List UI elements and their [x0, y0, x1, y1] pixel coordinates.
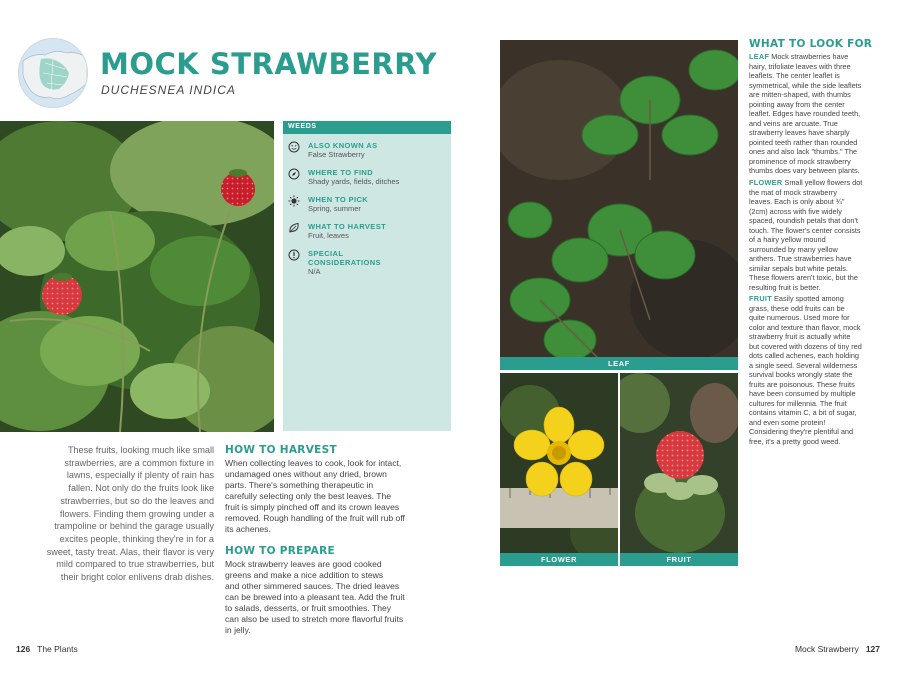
text-line: symmetrical, while the side leaflets	[749, 80, 862, 90]
compass-icon	[288, 168, 300, 180]
text-line: leaflet. Edges have rounded teeth,	[749, 109, 861, 118]
flower-caption: FLOWER	[500, 553, 618, 566]
text-line: a single seed. Several wilderness	[749, 360, 858, 370]
text-line: removed. Rough handling of the fruit will rub off	[225, 513, 405, 523]
page-title: MOCK STRAWBERRY	[100, 47, 437, 81]
how-to-harvest-text	[225, 458, 415, 535]
info-value: False Strawberry	[308, 150, 365, 159]
text-line: Considering they're plentiful and	[749, 427, 854, 436]
text-line: undamaged ones without any dried, brown	[225, 469, 387, 479]
info-label: WHEN TO PICK	[308, 195, 369, 204]
leaf-icon	[288, 222, 300, 234]
info-label: ALSO KNOWN AS	[308, 141, 378, 150]
leaf-image	[500, 40, 738, 370]
text-line: spaced, roundish petals that don't	[749, 216, 858, 225]
latin-name: DUCHESNEA INDICA	[101, 83, 236, 97]
text-line: can also be used to stretch more flavorful fruits	[225, 614, 404, 624]
fruit-description	[749, 294, 867, 446]
info-label: WHAT TO HARVEST	[308, 222, 387, 231]
text-line: ones and also lack "thumbs." The	[749, 147, 858, 156]
intro-line: excites people, thinking they're in for a	[59, 533, 214, 544]
main-photo	[0, 121, 274, 432]
text-line: strawberry fruit is actually white	[749, 332, 851, 341]
fruit-photo	[620, 373, 738, 566]
text-line: surrounded by many yellow	[749, 244, 838, 254]
leaf-photo	[500, 40, 738, 370]
intro-line: sweet, tasty treat. Alas, their flavor is very	[46, 546, 214, 557]
text-line: its achenes.	[225, 524, 271, 534]
what-to-look-for-heading: WHAT TO LOOK FOR	[749, 38, 873, 50]
intro-line: mild compared to true strawberries, but	[56, 559, 214, 570]
text-line: have been consumed by multiple	[749, 389, 856, 398]
text-line: hairy, trifoliate leaves with three	[749, 61, 851, 71]
text-line: and veins are arcuate. True	[749, 118, 838, 128]
text-line: of a hairy yellow mound	[749, 235, 826, 244]
footer-section: The Plants	[37, 644, 78, 654]
text-line: (2cm) across with five widely	[749, 206, 842, 216]
text-line: in jelly.	[225, 625, 251, 635]
text-line: grass, these odd fruits can be	[749, 303, 845, 313]
text-line: Easily spotted among	[774, 294, 844, 303]
text-line: greens and make a nice addition to stews	[225, 570, 384, 580]
sun-icon	[288, 195, 300, 207]
flower-keyword: FLOWER	[749, 178, 783, 187]
page-number: 127	[865, 644, 880, 654]
intro-line: lawns, especially if plenty of rain has	[66, 470, 214, 481]
info-value: N/A	[308, 267, 321, 276]
leaf-caption: LEAF	[500, 357, 738, 370]
text-line: leaves. Each is only about ¾"	[749, 197, 845, 206]
text-line: are mitten-shaped, with thumbs	[749, 90, 851, 99]
text-line: to salads, desserts, or fruit smoothies. They	[225, 603, 392, 613]
fruit-image	[620, 373, 738, 566]
text-line: and even some protein!	[749, 417, 826, 427]
range-map	[18, 38, 88, 108]
text-line: Small yellow flowers dot	[784, 178, 863, 187]
text-line: can be brewed into a pleasant tea. Add the fruit	[225, 592, 405, 602]
text-line: dots called achenes, each holding	[749, 351, 859, 360]
leaf-description	[749, 52, 867, 176]
text-line: strawberry leaves have sharply	[749, 128, 850, 137]
intro-line: strawberries, are a common fixture in	[64, 457, 214, 468]
info-label-line2: CONSIDERATIONS	[308, 258, 381, 267]
info-box	[283, 121, 451, 431]
footer-right	[795, 644, 880, 654]
text-line: leaflets. The center leaflet is	[749, 71, 840, 80]
text-line: fruit is simply pinched off and its crown leaves	[225, 502, 400, 512]
text-line: fruits are poisonous. These fruits	[749, 379, 855, 389]
text-line: but covered with dozens of tiny red	[749, 341, 862, 351]
text-line: carefully selecting only the best leaves. The	[225, 491, 392, 501]
intro-paragraph	[38, 444, 214, 584]
flower-image	[500, 373, 618, 566]
fruit-caption: FRUIT	[620, 553, 738, 566]
intro-line: strawberries, but so do the leaves and	[60, 495, 214, 506]
mock-strawberry-plant-image	[0, 121, 274, 432]
text-line: parts. There's something therapeutic in	[225, 480, 374, 490]
text-line: resulting fruit is better.	[749, 282, 821, 292]
how-to-harvest-heading: HOW TO HARVEST	[225, 444, 337, 456]
text-line: similar sepals but white petals.	[749, 263, 848, 273]
text-line: cultures for millennia. The fruit	[749, 398, 847, 408]
text-line: touch. The flower's center consists	[749, 225, 861, 235]
flower-description	[749, 178, 867, 292]
intro-line: their bright color enlivens drab dishes.	[60, 572, 214, 583]
text-line: quite numerous. Used more for	[749, 313, 850, 322]
intro-line: fallen. Not only do the fruits look like	[68, 483, 214, 494]
text-line: the mat of mock strawberry	[749, 187, 837, 197]
info-value: Fruit, leaves	[308, 231, 349, 240]
info-value: Spring, summer	[308, 204, 361, 213]
text-line: When collecting leaves to cook, look for intact,	[225, 458, 402, 468]
exclamation-icon	[288, 249, 300, 261]
info-label: SPECIAL	[308, 249, 344, 258]
smiley-icon	[288, 141, 300, 153]
text-line: pointing away from the center	[749, 99, 845, 109]
text-line: contains vitamin C, a bit of sugar,	[749, 408, 857, 417]
text-line: pointed teeth rather than rounded	[749, 137, 858, 147]
leaf-keyword: LEAF	[749, 52, 770, 61]
how-to-prepare-text	[225, 559, 415, 636]
footer-section: Mock Strawberry	[794, 644, 859, 654]
intro-line: trampoline or behind the garage usually	[54, 521, 214, 532]
intro-line: These fruits, looking much like small	[67, 445, 214, 455]
info-value: Shady yards, fields, ditches	[308, 177, 400, 186]
fruit-keyword: FRUIT	[749, 294, 772, 303]
page-number: 126	[16, 644, 31, 654]
range-map-icon	[19, 39, 88, 108]
info-label: WHERE TO FIND	[308, 168, 374, 177]
intro-line: flowers. Finding them growing under a	[59, 508, 214, 519]
text-line: prominence of mock strawberry	[749, 156, 851, 166]
text-line: Mock strawberry leaves are good cooked	[225, 559, 382, 569]
text-line: color and texture than flavor, mock	[749, 322, 861, 332]
text-line: These flowers aren't toxic, but the	[749, 273, 858, 282]
text-line: Mock strawberries have	[771, 52, 849, 61]
text-line: and other simmered sauces. The dried leaves	[225, 581, 400, 591]
footer-left	[16, 644, 78, 654]
info-box-header: WEEDS	[283, 121, 451, 134]
text-line: thumbs does vary between plants.	[749, 166, 860, 175]
flower-photo	[500, 373, 618, 566]
text-line: survival books wrongly state the	[749, 370, 853, 379]
text-line: free, it's a pretty good weed.	[749, 436, 841, 446]
how-to-prepare-heading: HOW TO PREPARE	[225, 545, 335, 557]
text-line: anthers. True strawberries have	[749, 254, 852, 263]
